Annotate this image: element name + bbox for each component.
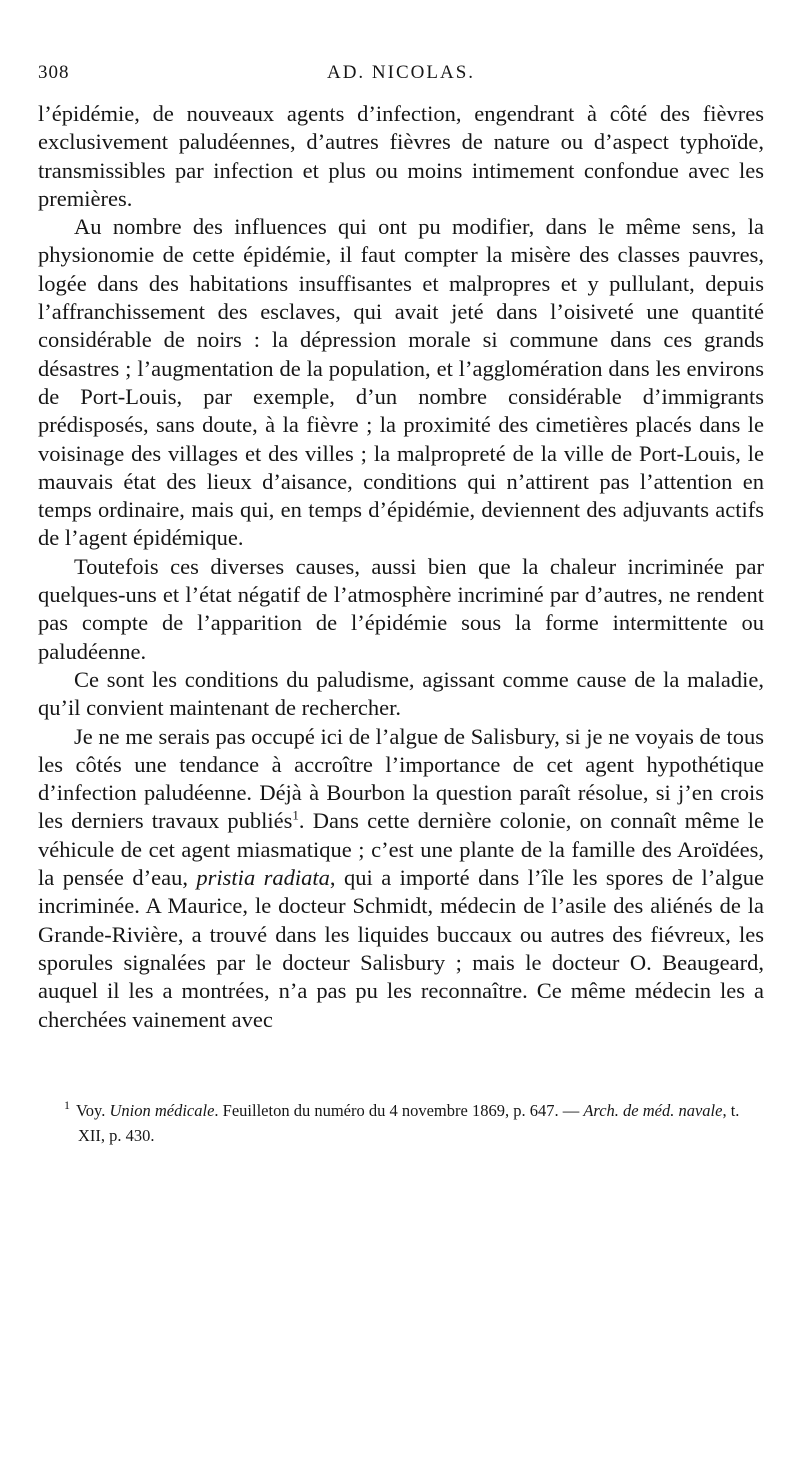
paragraph-paludisme: Ce sont les conditions du paludisme, agissant comme cause de la maladie, qu’il convient maintenant de rechercher.: [38, 666, 764, 721]
footnote-reference: 1: [292, 807, 299, 823]
header-author: AD. NICOLAS.: [326, 62, 476, 83]
footnotes: [38, 1098, 764, 1148]
footnote-middle: . Feuilleton du numéro du 4 novembre 1869, p. 647. —: [214, 1100, 584, 1120]
paragraph-salisbury: [38, 723, 764, 1034]
book-page: [38, 62, 764, 1148]
paragraph-continued: l’épidémie, de nouveaux agents d’infection, engendrant à côté des fièvres exclusivement paludéennes, d’autres fièvres de nature ou d’aspect typhoïde, transmissibles par infection et plus ou moins intimement confondue avec les premières.: [38, 101, 764, 211]
running-head: [38, 62, 764, 92]
paragraph-salisbury-part3: , qui a importé dans l’île les spores de l’algue incriminée. A Maurice, le docteur Schmidt, médecin de l’asile des aliénés de la Grande-Rivière, a trouvé dans les liquides buccaux ou autres des fiévreux, les sporules signalées par le docteur Salisbury ; mais le docteur O. Beaugeard, auquel il les a montrées, n’a pas pu les reconnaître. Ce même médecin les a cherchées vainement avec: [38, 865, 765, 1032]
footnote: [38, 1098, 764, 1148]
paragraph-salisbury-part1: Je ne me serais pas occupé ici de l’algue de Salisbury, si je ne voyais de tous les côtés une tendance à accroître l’importance de cet agent hypothétique d’infection paludéenne. Déjà à Bourbon la question paraît résolue, si j’en crois les derniers travaux publiés: [38, 723, 764, 834]
footnote-prefix: Voy.: [76, 1100, 110, 1120]
paragraph-salisbury-part2: . Dans cette dernière colonie, on connaît même le véhicule de cet agent miasmatique ; c’est une plante de la famille des Aroïdées, la pensée d’eau,: [38, 808, 764, 891]
footnote-suffix: , t. XII, p. 430.: [78, 1100, 740, 1145]
page-number: 308: [38, 62, 70, 83]
footnote-journal-2: Arch. de méd. navale: [583, 1100, 723, 1120]
footnote-journal: Union médicale: [109, 1100, 215, 1120]
body-text: [38, 100, 764, 1034]
species-name: pristia radiata: [196, 865, 330, 891]
paragraph-influences: Au nombre des influences qui ont pu modifier, dans le même sens, la physionomie de cette épidémie, il faut compter la misère des classes pauvres, logée dans des habitations insuffisantes et malpropres et y pullulant, depuis l’affranchissement des esclaves, qui avait jeté dans l’oisiveté une quantité considérable de noirs : la dépression morale si commune dans ces grands désastres ; l’augmentation de la population, et l’agglomération dans les environs de Port-Louis, par exemple, d’un nombre considérable d’immigrants prédisposés, sans doute, à la fièvre ; la proximité des cimetières placés dans le voisinage des villages et des villes ; la malpropreté de la ville de Port-Louis, le mauvais état des lieux d’aisance, conditions qui n’attirent pas l’attention en temps ordinaire, mais qui, en temps d’épidémie, deviennent des adjuvants actifs de l’agent épidémique.: [38, 214, 764, 551]
paragraph-causes: Toutefois ces diverses causes, aussi bien que la chaleur incriminée par quelques-uns et l’état négatif de l’atmosphère incriminé par d’autres, ne rendent pas compte de l’apparition de l’épidémie sous la forme intermittente ou paludéenne.: [38, 553, 764, 664]
footnote-marker: 1: [64, 1098, 70, 1113]
